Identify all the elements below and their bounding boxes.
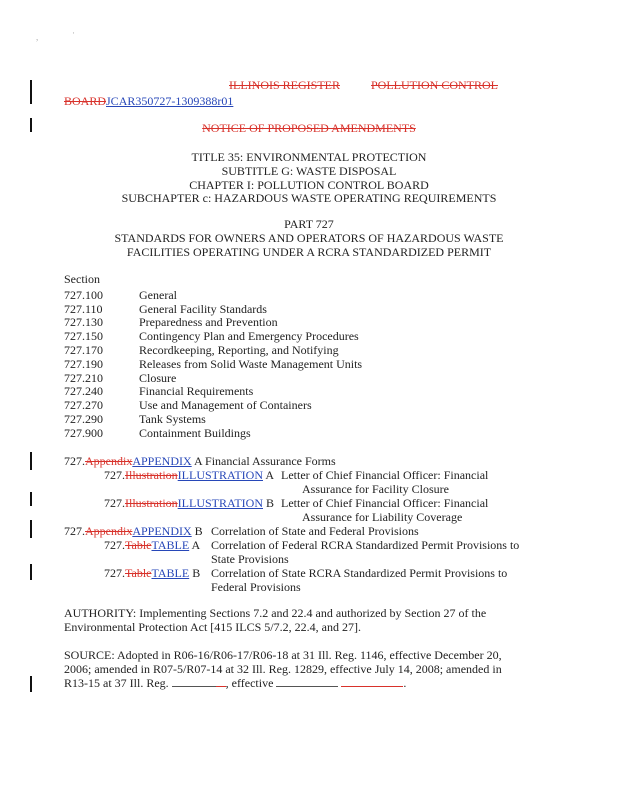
change-bar bbox=[30, 520, 32, 538]
illustration-a-title-line-1: Letter of Chief Financial Officer: Financial bbox=[281, 468, 489, 482]
part-heading-1: STANDARDS FOR OWNERS AND OPERATORS OF HAZARDOUS WASTE bbox=[114, 231, 504, 245]
part-number: PART 727 bbox=[284, 217, 334, 231]
section-title: Releases from Solid Waste Management Units bbox=[139, 357, 363, 371]
change-bar bbox=[30, 492, 32, 506]
deleted-illinois-register: ILLINOIS REGISTER bbox=[229, 78, 340, 92]
inserted-illustration: ILLUSTRATION bbox=[177, 496, 263, 510]
jcar-number: JCAR350727-1309388r01 bbox=[106, 94, 234, 108]
inserted-appendix: APPENDIX bbox=[132, 454, 192, 468]
deleted-illustration: Illustration bbox=[125, 468, 178, 482]
section-number: 727.100 bbox=[64, 288, 103, 302]
title-line-3: CHAPTER I: POLLUTION CONTROL BOARD bbox=[189, 178, 429, 192]
change-bar bbox=[30, 452, 32, 470]
section-number: 727.210 bbox=[64, 371, 103, 385]
scan-speck: , bbox=[36, 32, 39, 42]
table-prefix: 727. bbox=[104, 538, 125, 552]
appendix-a-row bbox=[64, 454, 336, 468]
authority-line-2: Environmental Protection Act [415 ILCS 5/7.2, 22.4, and 27]. bbox=[64, 620, 361, 634]
table-b-row bbox=[104, 566, 200, 580]
deleted-appendix: Appendix bbox=[85, 454, 133, 468]
source-line-2: 2006; amended in R07-5/R07-14 at 32 Ill. Reg. 12829, effective July 14, 2008; amended in bbox=[64, 662, 502, 676]
table-a-title-line-1: Correlation of Federal RCRA Standardized Permit Provisions to bbox=[211, 538, 520, 552]
appendix-a-title: A Financial Assurance Forms bbox=[191, 454, 336, 468]
illustration-letter: B bbox=[263, 496, 275, 510]
illustration-b-row bbox=[104, 496, 274, 510]
effective-date-blank bbox=[276, 676, 338, 687]
section-number: 727.170 bbox=[64, 343, 103, 357]
inserted-appendix: APPENDIX bbox=[132, 524, 192, 538]
section-title: Financial Requirements bbox=[139, 384, 254, 398]
table-letter: A bbox=[189, 538, 201, 552]
deleted-table: Table bbox=[125, 566, 152, 580]
table-a-title-line-2: State Provisions bbox=[211, 552, 289, 566]
section-number: 727.270 bbox=[64, 398, 103, 412]
change-bar bbox=[30, 676, 32, 692]
deleted-table: Table bbox=[125, 538, 152, 552]
deleted-notice-of-proposed-amendments: NOTICE OF PROPOSED AMENDMENTS bbox=[202, 121, 416, 135]
section-title: Contingency Plan and Emergency Procedures bbox=[139, 329, 359, 343]
register-header-line bbox=[229, 78, 340, 92]
inserted-table: TABLE bbox=[151, 566, 190, 580]
illustration-b-title-line-2: Assurance for Liability Coverage bbox=[302, 510, 463, 524]
section-title: Preparedness and Prevention bbox=[139, 315, 278, 329]
section-title: General Facility Standards bbox=[139, 302, 267, 316]
appendix-prefix: 727. bbox=[64, 454, 85, 468]
effective-date-blank-deleted bbox=[341, 676, 403, 687]
deleted-pollution-control: POLLUTION CONTROL bbox=[371, 78, 498, 92]
section-number: 727.190 bbox=[64, 357, 103, 371]
section-title: Recordkeeping, Reporting, and Notifying bbox=[139, 343, 339, 357]
table-b-title-line-1: Correlation of State RCRA Standardized Permit Provisions to bbox=[211, 566, 508, 580]
deleted-board: BOARD bbox=[64, 94, 107, 108]
table-a-row bbox=[104, 538, 200, 552]
source-line-3 bbox=[64, 676, 406, 690]
section-title: Containment Buildings bbox=[139, 426, 251, 440]
deleted-illustration: Illustration bbox=[125, 496, 178, 510]
change-bar bbox=[30, 80, 32, 104]
title-line-1: TITLE 35: ENVIRONMENTAL PROTECTION bbox=[191, 150, 427, 164]
table-b-title-line-2: Federal Provisions bbox=[211, 580, 301, 594]
source-effective: , effective bbox=[225, 676, 274, 690]
source-reg-ref: R13-15 at 37 Ill. Reg. bbox=[64, 676, 169, 690]
part-heading-2: FACILITIES OPERATING UNDER A RCRA STANDARDIZED PERMIT bbox=[126, 245, 492, 259]
illustration-letter: A bbox=[263, 468, 275, 482]
jcar-line bbox=[64, 94, 233, 108]
authority-line-1: AUTHORITY: Implementing Sections 7.2 and 22.4 and authorized by Section 27 of the bbox=[64, 606, 487, 620]
section-number: 727.150 bbox=[64, 329, 103, 343]
reg-page-blank bbox=[172, 676, 216, 687]
board-header-line bbox=[371, 78, 498, 92]
section-header: Section bbox=[64, 272, 100, 286]
inserted-illustration: ILLUSTRATION bbox=[177, 468, 263, 482]
illustration-a-row bbox=[104, 468, 274, 482]
title-line-2: SUBTITLE G: WASTE DISPOSAL bbox=[221, 164, 397, 178]
inserted-table: TABLE bbox=[151, 538, 190, 552]
section-number: 727.110 bbox=[64, 302, 103, 316]
appendix-b-row bbox=[64, 524, 203, 538]
table-prefix: 727. bbox=[104, 566, 125, 580]
title-line-4: SUBCHAPTER c: HAZARDOUS WASTE OPERATING REQUIREMENTS bbox=[121, 191, 497, 205]
illustration-a-title-line-2: Assurance for Facility Closure bbox=[302, 482, 449, 496]
section-title: Use and Management of Containers bbox=[139, 398, 312, 412]
source-line-1: SOURCE: Adopted in R06-16/R06-17/R06-18 at 31 Ill. Reg. 1146, effective December 20, bbox=[64, 648, 502, 662]
section-number: 727.240 bbox=[64, 384, 103, 398]
table-letter: B bbox=[189, 566, 201, 580]
source-end-period: . bbox=[403, 676, 407, 690]
notice-line bbox=[0, 121, 618, 135]
reg-page-blank-deleted bbox=[216, 676, 226, 687]
section-title: Tank Systems bbox=[139, 412, 206, 426]
section-title: Closure bbox=[139, 371, 177, 385]
appendix-b-title: Correlation of State and Federal Provisions bbox=[211, 524, 419, 538]
change-bar bbox=[30, 564, 32, 580]
section-number: 727.900 bbox=[64, 426, 103, 440]
section-number: 727.290 bbox=[64, 412, 103, 426]
scan-speck: · bbox=[72, 28, 75, 38]
illustration-b-title-line-1: Letter of Chief Financial Officer: Financial bbox=[281, 496, 489, 510]
appendix-letter: B bbox=[191, 524, 203, 538]
section-number: 727.130 bbox=[64, 315, 103, 329]
deleted-appendix: Appendix bbox=[85, 524, 133, 538]
illustration-prefix: 727. bbox=[104, 468, 125, 482]
illustration-prefix: 727. bbox=[104, 496, 125, 510]
section-title: General bbox=[139, 288, 177, 302]
appendix-prefix: 727. bbox=[64, 524, 85, 538]
